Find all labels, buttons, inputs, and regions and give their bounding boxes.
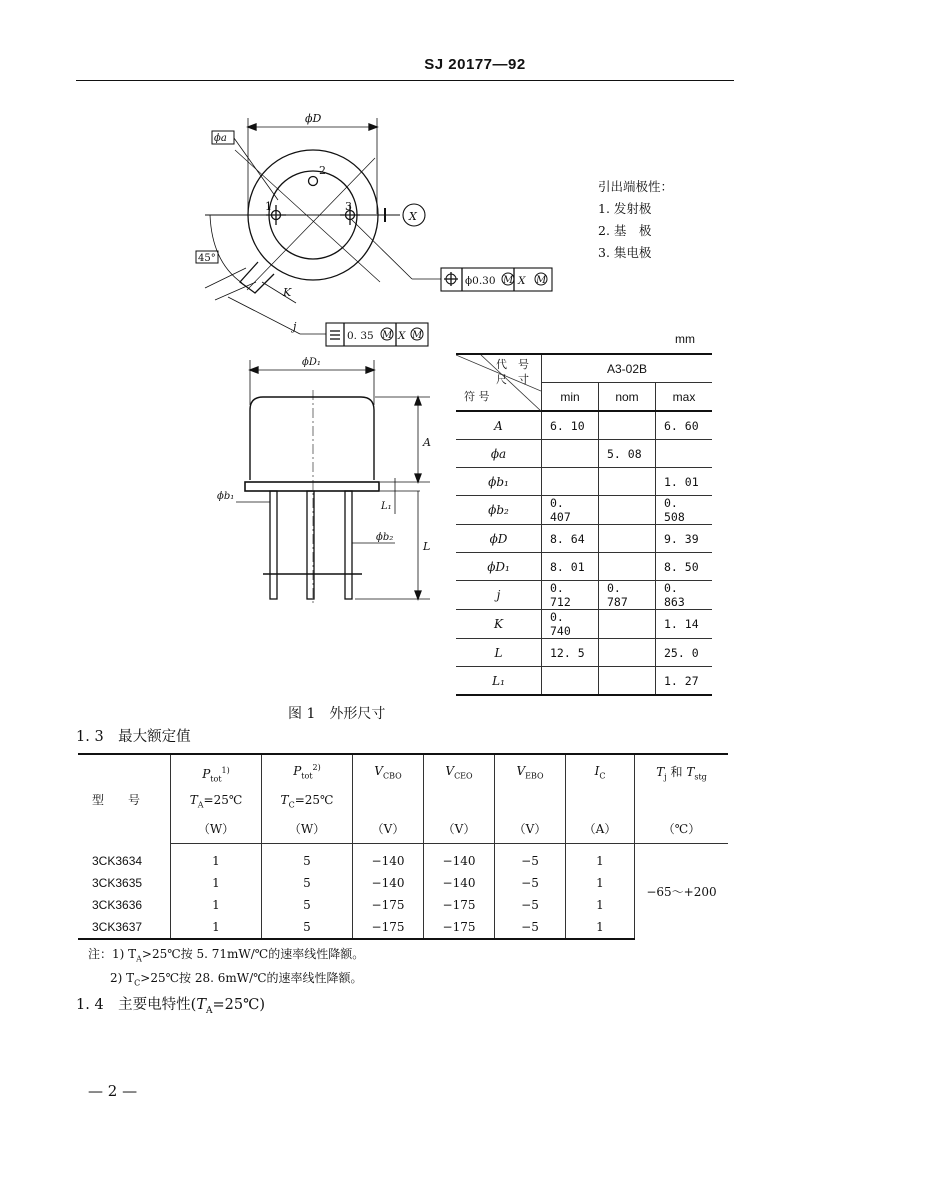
tol2-datum: X — [398, 330, 406, 342]
ratings-cell-model: 3CK3637 — [78, 916, 171, 939]
corner-bottom: 符 号 — [464, 390, 490, 403]
dims-cell-nom — [599, 411, 656, 440]
dimensions-table — [456, 353, 712, 696]
dims-cell-nom — [599, 610, 656, 639]
corner-top: 代 号 — [496, 358, 529, 371]
dims-cell-max: 1. 01 — [656, 468, 713, 496]
pin-polarity-legend — [598, 176, 673, 264]
header-ic: $I_C$ — [566, 754, 635, 789]
tol1-value: ϕ0.30 — [465, 275, 496, 287]
cond-ptot2: $T_C=25℃$ — [262, 789, 353, 813]
max-ratings-table — [78, 753, 728, 940]
cond-ptot1: $T_A=25℃$ — [171, 789, 262, 813]
ratings-cell-model: 3CK3636 — [92, 898, 143, 912]
ratings-cell-ic: 1 — [566, 872, 635, 894]
legend-title: 引出端极性： — [598, 179, 674, 194]
lead-1 — [270, 491, 277, 599]
phia-label: ϕa — [214, 133, 227, 144]
dims-row — [456, 639, 712, 667]
base-flange — [245, 482, 379, 491]
unit-vceo: （V） — [424, 813, 495, 844]
dims-row — [456, 610, 712, 639]
l1-label: L₁ — [381, 501, 392, 512]
dims-cell-nom: 0. 787 — [599, 581, 656, 610]
pin3-label: 3 — [345, 200, 352, 213]
dims-cell-max: 8. 50 — [656, 553, 713, 581]
dims-cell-sym: ϕa — [456, 440, 542, 468]
ratings-cell-p2: 5 — [262, 872, 353, 894]
dims-cell-max: 0. 508 — [656, 496, 713, 525]
ratings-cell-vcbo: −175 — [353, 894, 424, 916]
legend-item: 3. 集电极 — [598, 245, 652, 260]
can-body — [250, 397, 374, 480]
header-vebo: $V_{EBO}$ — [495, 754, 566, 789]
tol2-mod1: M — [382, 330, 393, 341]
header-temp: $T_j$ 和 $T_{stg}$ — [635, 754, 729, 789]
figure-caption: 图 1 外形尺寸 — [288, 706, 386, 722]
tol1-mod2: M — [536, 275, 547, 286]
ratings-row — [78, 844, 728, 873]
dims-cell-min — [542, 468, 599, 496]
ratings-cell-p1: 1 — [171, 894, 262, 916]
header-ptot2: $P_{tot}^{2)}$ — [262, 754, 353, 789]
dims-cell-min: 6. 10 — [542, 411, 599, 440]
dims-cell-nom — [599, 525, 656, 553]
corner-cell — [456, 354, 542, 411]
page-number: — 2 — — [88, 1082, 138, 1100]
legend-item: 2. 基 极 — [598, 223, 652, 238]
tab-key — [240, 262, 274, 293]
tol2-mod2: M — [412, 330, 423, 341]
ratings-cell-vceo: −175 — [424, 916, 495, 939]
header-model: 型 号 — [78, 754, 171, 844]
ratings-cell-vceo: −140 — [424, 872, 495, 894]
dims-cell-sym: A — [456, 411, 542, 440]
ratings-cell-p1: 1 — [171, 916, 262, 939]
dims-cell-max: 1. 27 — [656, 667, 713, 696]
ratings-cell-vebo: −5 — [495, 844, 566, 873]
corner-mid: 尺 寸 — [496, 373, 529, 386]
dims-row — [456, 667, 712, 696]
ratings-cell-ic: 1 — [566, 844, 635, 873]
ratings-cell-vcbo: −175 — [353, 916, 424, 939]
header-ptot1: $P_{tot}^{1)}$ — [171, 754, 262, 789]
dims-cell-min — [542, 440, 599, 468]
pin1-label: 1 — [265, 200, 272, 213]
unit-label: mm — [675, 332, 695, 346]
tol1-datum: X — [518, 275, 526, 287]
lead-3 — [345, 491, 352, 599]
dims-cell-min: 0. 712 — [542, 581, 599, 610]
dims-cell-sym: ϕb₁ — [456, 468, 542, 496]
ratings-cell-vebo: −5 — [495, 894, 566, 916]
dims-cell-min: 8. 64 — [542, 525, 599, 553]
unit-temp: （℃） — [635, 813, 729, 844]
header-vceo: $V_{CEO}$ — [424, 754, 495, 789]
dims-cell-max: 25. 0 — [656, 639, 713, 667]
dims-cell-nom — [599, 496, 656, 525]
tol2-value: 0. 35 — [347, 330, 374, 342]
ratings-cell-p2: 5 — [262, 894, 353, 916]
dims-cell-max: 6. 60 — [656, 411, 713, 440]
dims-cell-sym: j — [456, 581, 542, 610]
ratings-cell-model: 3CK3634 — [92, 853, 143, 868]
col-nom: nom — [599, 383, 656, 412]
dims-cell-max: 0. 863 — [656, 581, 713, 610]
ratings-cell-model: 3CK3635 — [92, 876, 143, 890]
dims-row — [456, 496, 712, 525]
pin2-label: 2 — [319, 164, 326, 177]
datum-x-label: X — [409, 210, 417, 223]
unit-ptot2: （W） — [262, 813, 353, 844]
tol1-mod1: M — [503, 275, 514, 286]
ratings-cell-p2: 5 — [262, 916, 353, 939]
phib2-label: ϕb₂ — [376, 532, 394, 543]
unit-vebo: （V） — [495, 813, 566, 844]
dims-cell-nom — [599, 667, 656, 696]
temp-range-cell: −65～+200 — [635, 844, 729, 940]
dims-cell-nom — [599, 639, 656, 667]
dims-cell-sym: ϕD — [456, 525, 542, 553]
ratings-cell-vcbo: −140 — [353, 872, 424, 894]
dims-cell-sym: ϕb₂ — [456, 496, 542, 525]
note-1: 注：1) $T_A>25℃$按 5. 71mW/℃的速率线性降额。 — [88, 947, 365, 964]
dims-cell-min: 12. 5 — [542, 639, 599, 667]
dim-phiD1-label: ϕD₁ — [302, 357, 321, 368]
unit-vcbo: （V） — [353, 813, 424, 844]
ratings-cell-ic: 1 — [566, 916, 635, 939]
dims-cell-max: 1. 14 — [656, 610, 713, 639]
doc-header: SJ 20177—92 — [424, 56, 526, 73]
dim-phiD-label: ϕD — [305, 112, 322, 125]
dims-cell-min — [542, 667, 599, 696]
section-1-4-heading: 1. 4 主要电特性$(T_A=25℃)$ — [76, 997, 265, 1016]
dims-row — [456, 468, 712, 496]
package-code: A3-02B — [542, 354, 713, 383]
dims-cell-nom: 5. 08 — [599, 440, 656, 468]
phib1-label: ϕb₁ — [217, 491, 235, 502]
dims-row — [456, 581, 712, 610]
dims-cell-sym: L — [456, 639, 542, 667]
note-2: 2) $T_C>25℃$按 28. 6mW/℃的速率线性降额。 — [110, 971, 363, 988]
dims-cell-nom — [599, 553, 656, 581]
dims-row — [456, 553, 712, 581]
col-min: min — [542, 383, 599, 412]
dims-cell-min: 0. 740 — [542, 610, 599, 639]
dims-cell-max — [656, 440, 713, 468]
ratings-row — [78, 894, 728, 916]
ratings-cell-p2: 5 — [262, 844, 353, 873]
dims-cell-min: 8. 01 — [542, 553, 599, 581]
ratings-row — [78, 916, 728, 939]
dims-cell-sym: K — [456, 610, 542, 639]
pin2-hole — [309, 177, 318, 186]
dims-row — [456, 440, 712, 468]
dims-row — [456, 411, 712, 440]
ratings-cell-vebo: −5 — [495, 872, 566, 894]
ratings-cell-p1: 1 — [171, 844, 262, 873]
section-1-3-heading: 1. 3 最大额定值 — [76, 729, 191, 745]
dims-cell-sym: L₁ — [456, 667, 542, 696]
dims-cell-sym: ϕD₁ — [456, 553, 542, 581]
a-label: A — [423, 436, 431, 449]
dims-cell-nom — [599, 468, 656, 496]
dims-cell-min: 0. 407 — [542, 496, 599, 525]
unit-ptot1: （W） — [171, 813, 262, 844]
ratings-cell-vceo: −140 — [424, 844, 495, 873]
ratings-cell-p1: 1 — [171, 872, 262, 894]
col-max: max — [656, 383, 713, 412]
legend-item: 1. 发射极 — [598, 201, 652, 216]
ratings-cell-vceo: −175 — [424, 894, 495, 916]
ratings-cell-vcbo: −140 — [353, 844, 424, 873]
unit-ic: （A） — [566, 813, 635, 844]
j-label: j — [293, 320, 297, 333]
k-label: K — [283, 286, 292, 299]
angle-label: 45° — [198, 253, 216, 264]
ratings-cell-vebo: −5 — [495, 916, 566, 939]
dims-row — [456, 525, 712, 553]
dims-cell-max: 9. 39 — [656, 525, 713, 553]
l-label: L — [423, 540, 431, 553]
ratings-cell-ic: 1 — [566, 894, 635, 916]
header-vcbo: $V_{CBO}$ — [353, 754, 424, 789]
ratings-row — [78, 872, 728, 894]
